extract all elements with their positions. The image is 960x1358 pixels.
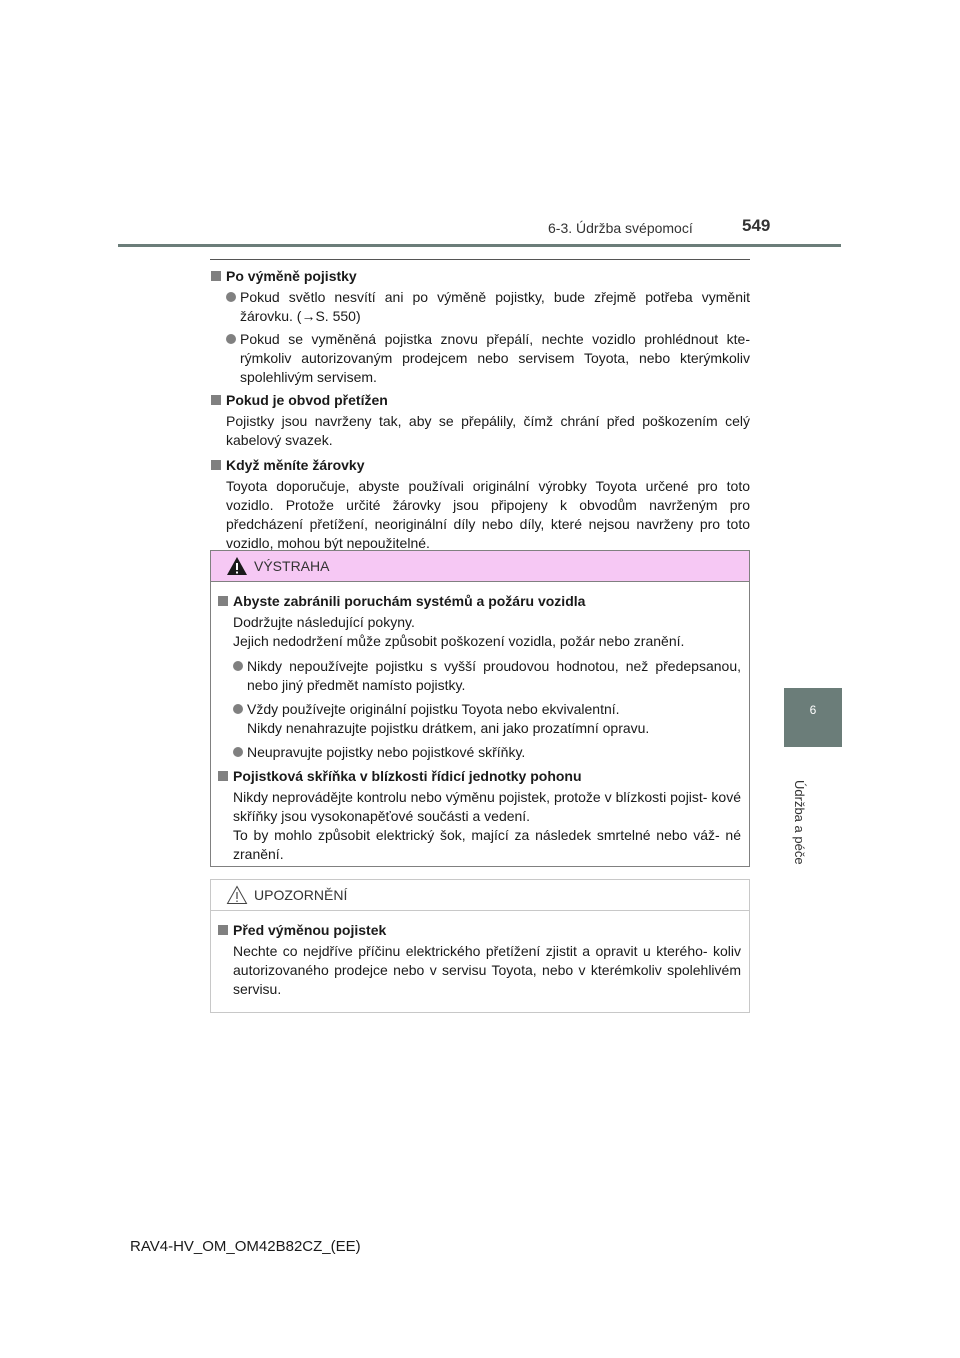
list-item <box>233 743 741 762</box>
circle-bullet-icon <box>226 292 236 302</box>
warning-heading <box>217 592 741 611</box>
warning-header <box>211 551 749 582</box>
square-bullet-icon <box>211 395 221 405</box>
list-item-text: Pokud světlo nesvítí ani po výměně pojistky, bude zřejmě potřeba vyměnit žárovku. (→S. 550) <box>240 289 750 324</box>
notice-heading <box>217 921 741 940</box>
footer-doc-id: RAV4-HV_OM_OM42B82CZ_(EE) <box>130 1238 361 1255</box>
list-item-text: Pokud se vyměněná pojistka znovu přepálí, nechte vozidlo prohlédnout kte- rýmkoliv autorizovaným prodejcem nebo servisem Toyota, nebo kterýmkoliv spolehlivým servisem. <box>240 331 750 385</box>
circle-bullet-icon <box>233 747 243 757</box>
content-divider <box>210 259 750 260</box>
heading-text: Pojistková skříňka v blízkosti řídicí jednotky pohonu <box>233 768 582 784</box>
square-bullet-icon <box>218 771 228 781</box>
paragraph-line: Dodržujte následující pokyny. <box>233 614 415 630</box>
circle-bullet-icon <box>226 334 236 344</box>
warning-title: VÝSTRAHA <box>254 557 330 574</box>
paragraph <box>217 613 741 651</box>
list-item <box>226 288 750 326</box>
circle-bullet-icon <box>233 704 243 714</box>
warning-triangle-icon <box>226 556 248 576</box>
notice-header <box>211 880 749 911</box>
list-item-line: Nikdy nenahrazujte pojistku drátkem, ani jako prozatímní opravu. <box>247 720 650 736</box>
square-bullet-icon <box>218 596 228 606</box>
paragraph: Toyota doporučuje, abyste používali originální výrobky Toyota určené pro toto vozidlo. Protože určité žárovky jsou připojeny k obvodům navrženým pro předcházení přetížení, neoriginální díly nebo díly, které nejsou navrženy pro toto vozidlo, mohou být nepoužitelné. <box>226 478 750 551</box>
heading-text: Před výměnou pojistek <box>233 922 387 938</box>
paragraph-line: Nikdy neprovádějte kontrolu nebo výměnu pojistek, protože v blízkosti pojist- kové skříňky jsou vysokonapěťové součásti a vedení. <box>233 789 741 824</box>
section-heading <box>210 267 750 286</box>
notice-box <box>210 879 750 1013</box>
circle-bullet-icon <box>233 661 243 671</box>
paragraph: Nechte co nejdříve příčinu elektrického přetížení zjistit a opravit u kterého- koliv autorizovaného prodejce nebo v servisu Toyota, nebo v kterémkoliv spolehlivém servisu. <box>233 943 741 997</box>
warning-body <box>211 582 749 876</box>
chapter-side-label: Údržba a péče <box>792 780 807 865</box>
chapter-tab: 6 <box>784 688 842 747</box>
heading-text: Po výměně pojistky <box>226 268 357 284</box>
caution-triangle-icon <box>226 885 248 905</box>
notice-title: UPOZORNĚNÍ <box>254 886 348 903</box>
square-bullet-icon <box>211 271 221 281</box>
heading-text: Když měníte žárovky <box>226 457 365 473</box>
header-rule <box>118 244 841 247</box>
paragraph: Pojistky jsou navrženy tak, aby se přepálily, čímž chrání před poškozením celý kabelový svazek. <box>226 413 750 448</box>
paragraph <box>217 788 741 864</box>
square-bullet-icon <box>218 925 228 935</box>
section-title: 6-3. Údržba svépomocí <box>548 220 693 236</box>
list-item-text <box>247 700 741 738</box>
list-item-text: Nikdy nepoužívejte pojistku s vyšší proudovou hodnotou, než předepsanou, nebo jiný předmět namísto pojistky. <box>247 658 741 693</box>
section-heading <box>210 456 750 475</box>
heading-text: Abyste zabránili poruchám systémů a požáru vozidla <box>233 593 586 609</box>
square-bullet-icon <box>211 460 221 470</box>
list-item <box>233 657 741 695</box>
page-number: 549 <box>742 216 771 235</box>
main-content <box>210 259 750 559</box>
list-item <box>226 330 750 387</box>
list-item <box>233 700 741 738</box>
warning-box <box>210 550 750 867</box>
paragraph-line: To by mohlo způsobit elektrický šok, mající za následek smrtelné nebo váž- né zranění. <box>233 827 741 862</box>
notice-body <box>211 911 749 1011</box>
warning-heading <box>217 767 741 786</box>
paragraph-line: Jejich nedodržení může způsobit poškození vozidla, požár nebo zranění. <box>233 633 685 649</box>
heading-text: Pokud je obvod přetížen <box>226 392 388 408</box>
list-item-line: Vždy používejte originální pojistku Toyota nebo ekvivalentní. <box>247 701 620 717</box>
section-heading <box>210 391 750 410</box>
list-item-text: Neupravujte pojistky nebo pojistkové skříňky. <box>247 744 526 760</box>
